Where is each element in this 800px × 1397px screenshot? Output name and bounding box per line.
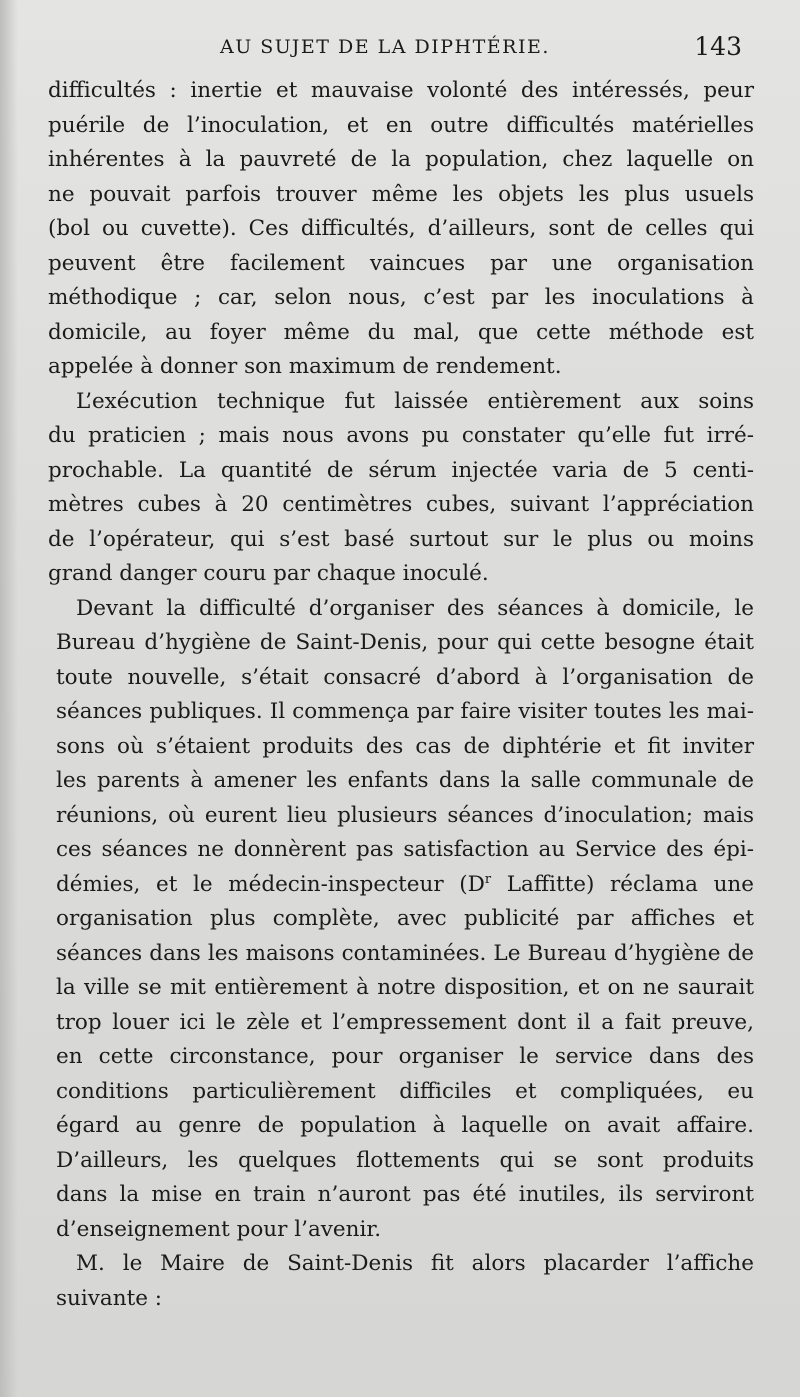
page-header: [60, 32, 760, 62]
text-line: égard au genre de population à laquelle on avait affaire.: [56, 1113, 754, 1138]
text-line: du praticien ; mais nous avons pu constater qu’elle fut irré-: [48, 423, 754, 448]
text-line: (bol ou cuvette). Ces difficultés, d’ailleurs, sont de celles qui: [48, 216, 754, 241]
body-text: [48, 74, 754, 1316]
page-number: 143: [694, 32, 742, 61]
text-line: mètres cubes à 20 centimètres cubes, suivant l’appréciation: [48, 492, 754, 517]
text-line: ne pouvait parfois trouver même les objets les plus usuels: [48, 181, 754, 207]
text-line: suivante :: [56, 1285, 163, 1311]
text-line: dans la mise en train n’auront pas été inutiles, ils serviront: [56, 1182, 754, 1207]
text-line: séances dans les maisons contaminées. Le Bureau d’hygiène de: [56, 940, 754, 966]
text-line: conditions particulièrement difficiles et compliquées, eu: [56, 1078, 754, 1104]
text-line: peuvent être facilement vaincues par une organisation: [48, 250, 754, 276]
text-line: trop louer ici le zèle et l’empressement dont il a fait preuve,: [56, 1009, 754, 1035]
text-line: séances publiques. Il commença par faire visiter toutes les mai-: [56, 699, 754, 724]
text-line: méthodique ; car, selon nous, c’est par les inoculations à: [48, 285, 754, 310]
text-line: D’ailleurs, les quelques flottements qui se sont produits: [56, 1147, 754, 1173]
text-line: la ville se mit entièrement à notre disposition, et on ne saurait: [56, 975, 754, 1000]
text-line: en cette circonstance, pour organiser le service dans des: [56, 1044, 754, 1069]
text-line: d’enseignement pour l’avenir.: [56, 1216, 382, 1242]
running-head: AU SUJET DE LA DIPHTÉRIE.: [220, 36, 550, 58]
text-line: inhérentes à la pauvreté de la population, chez laquelle on: [48, 147, 754, 172]
text-line: ces séances ne donnèrent pas satisfaction au Service des épi-: [56, 837, 754, 862]
text-line: organisation plus complète, avec publicité par affiches et: [56, 906, 754, 931]
text-line: de l’opérateur, qui s’est basé surtout sur le plus ou moins: [48, 526, 754, 552]
text-line: réunions, où eurent lieu plusieurs séances d’inoculation; mais: [56, 802, 754, 828]
superscript: r: [484, 871, 492, 887]
text-line: grand danger couru par chaque inoculé.: [48, 561, 489, 586]
text-segment: démies, et le médecin-inspecteur (D: [56, 871, 485, 897]
text-line: Devant la difficulté d’organiser des séances à domicile, le: [76, 595, 754, 621]
text-line: L’exécution technique fut laissée entièrement aux soins: [76, 388, 754, 414]
text-line: difficultés : inertie et mauvaise volonté des intéressés, peur: [48, 78, 754, 103]
text-line: [48, 868, 754, 903]
text-line: M. le Maire de Saint-Denis fit alors placarder l’affiche: [76, 1251, 754, 1276]
text-line: Bureau d’hygiène de Saint-Denis, pour qui cette besogne était: [56, 630, 754, 655]
text-line: appelée à donner son maximum de rendement.: [48, 354, 562, 379]
text-line: domicile, au foyer même du mal, que cette méthode est: [48, 319, 754, 345]
text-line: les parents à amener les enfants dans la salle communale de: [56, 768, 754, 793]
text-line: toute nouvelle, s’était consacré d’abord à l’organisation de: [56, 664, 754, 690]
text-line: prochable. La quantité de sérum injectée varia de 5 centi-: [48, 457, 754, 483]
text-segment: Laffitte) réclama une: [491, 871, 754, 897]
text-line: sons où s’étaient produits des cas de diphtérie et fit inviter: [56, 733, 754, 759]
text-line: puérile de l’inoculation, et en outre difficultés matérielles: [48, 112, 754, 138]
